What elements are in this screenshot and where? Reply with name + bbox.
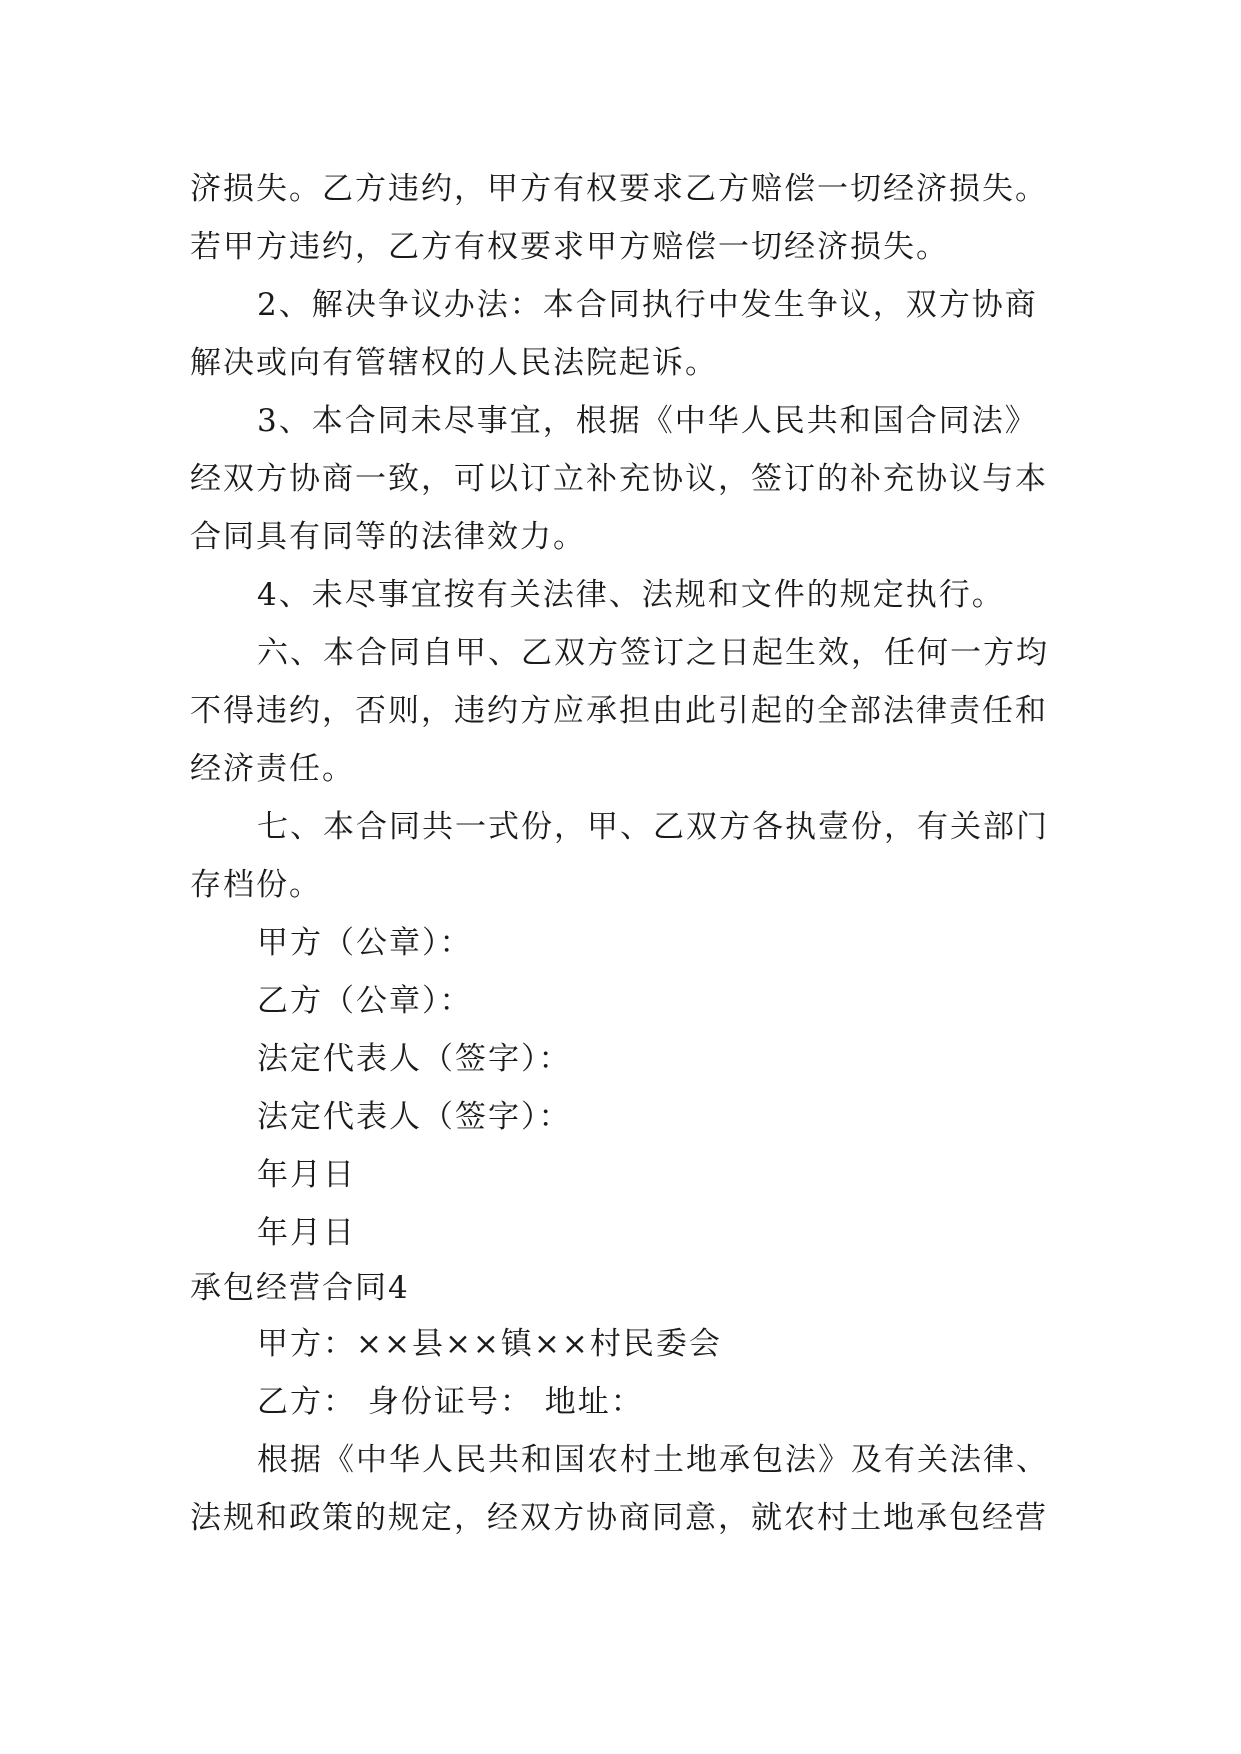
text-line: 不得违约，否则，违约方应承担由此引起的全部法律责任和: [190, 693, 1048, 729]
text-line: 六、本合同自甲、乙双方签订之日起生效，任何一方均: [257, 635, 1049, 671]
text-line: 2、解决争议办法：本合同执行中发生争议，双方协商: [257, 287, 1038, 323]
document-body: [190, 160, 1070, 1547]
text-line: 4、未尽事宜按有关法律、法规和文件的规定执行。: [257, 577, 1005, 613]
text-line: 解决或向有管辖权的人民法院起诉。: [190, 345, 718, 381]
signature-line-party-b: 乙方（公章）：: [257, 983, 473, 1019]
text-line: 3、本合同未尽事宜，根据《中华人民共和国合同法》: [257, 403, 1038, 439]
text-line: 根据《中华人民共和国农村土地承包法》及有关法律、: [257, 1442, 1049, 1478]
text-line: 经双方协商一致，可以订立补充协议，签订的补充协议与本: [190, 461, 1048, 497]
signature-line-party-a: 甲方（公章）：: [257, 925, 473, 961]
text-line: 若甲方违约，乙方有权要求甲方赔偿一切经济损失。: [190, 229, 949, 265]
text-line: 甲方：××县××镇××村民委会: [257, 1326, 722, 1362]
text-line: 存档份。: [190, 867, 322, 903]
text-line: 法规和政策的规定，经双方协商同意，就农村土地承包经营: [190, 1500, 1048, 1536]
contract-heading: 承包经营合同4: [190, 1270, 410, 1306]
signature-line-representative: 法定代表人（签字）：: [257, 1041, 572, 1077]
text-line: 经济责任。: [190, 751, 355, 787]
text-line: 合同具有同等的法律效力。: [190, 519, 586, 555]
signature-line-representative: 法定代表人（签字）：: [257, 1099, 572, 1135]
date-line: 年月日: [257, 1157, 356, 1193]
text-line: 七、本合同共一式份，甲、乙双方各执壹份，有关部门: [257, 809, 1049, 845]
text-line: 济损失。乙方违约，甲方有权要求乙方赔偿一切经济损失。: [190, 171, 1048, 207]
text-line: 乙方： 身份证号： 地址：: [257, 1384, 644, 1420]
date-line: 年月日: [257, 1215, 356, 1251]
